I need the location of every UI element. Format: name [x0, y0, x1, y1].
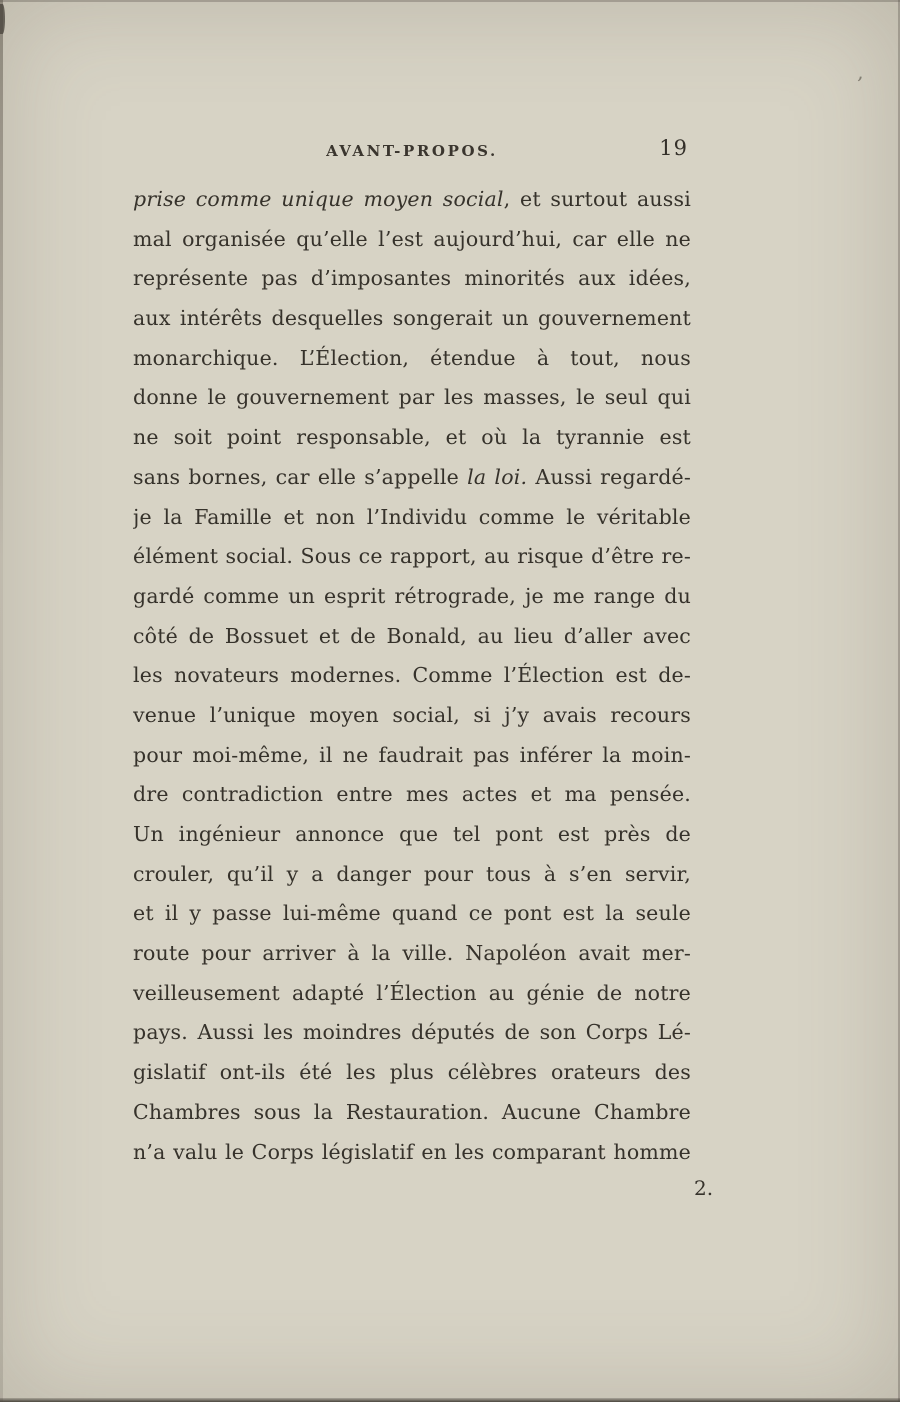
text-segment: Chambres sous la Restauration. Aucune Chambre: [133, 1099, 691, 1124]
text-line: [133, 1133, 691, 1173]
text-segment: n’a valu le Corps législatif en les comparant homme: [133, 1139, 691, 1164]
scan-edge-left: [0, 0, 3, 1402]
text-line: [133, 934, 691, 974]
text-segment: aux intérêts desquelles songerait un gouvernement: [133, 306, 691, 331]
text-segment: gislatif ont-ils été les plus célèbres orateurs des: [133, 1060, 691, 1085]
text-line: [133, 180, 691, 220]
text-segment: route pour arriver à la ville. Napoléon avait mer-: [133, 941, 691, 966]
text-segment: pour moi-même, il ne faudrait pas inférer la moin-: [133, 742, 691, 767]
text-line: [133, 1053, 691, 1093]
running-header: AVANT-PROPOS.: [326, 142, 498, 160]
text-line: [133, 1013, 691, 1053]
text-line: [133, 339, 691, 379]
text-line: [133, 458, 691, 498]
text-line: [133, 418, 691, 458]
text-line: [133, 378, 691, 418]
text-line: [133, 1093, 691, 1133]
text-segment: ne soit point responsable, et où la tyrannie est: [133, 425, 691, 450]
scan-edge-bottom: [0, 1398, 900, 1402]
text-segment: , et surtout aussi: [503, 187, 691, 211]
text-segment-italic: la loi.: [467, 464, 528, 489]
text-line: [133, 617, 691, 657]
text-line: [133, 220, 691, 260]
text-line: [133, 259, 691, 299]
text-segment: Un ingénieur annonce que tel pont est près de: [133, 822, 691, 846]
text-segment: donne le gouvernement par les masses, le seul qui: [133, 385, 691, 410]
text-segment: je la Famille et non l’Individu comme le véritable: [133, 504, 691, 529]
signature-mark: 2.: [694, 1176, 714, 1200]
text-segment: gardé comme un esprit rétrograde, je me range du: [133, 583, 691, 608]
text-line: [133, 696, 691, 736]
text-segment: mal organisée qu’elle l’est aujourd’hui, car elle ne: [133, 226, 691, 251]
scan-artifact-top-left: [0, 4, 5, 34]
text-segment: sans bornes, car elle s’appelle: [133, 464, 468, 489]
text-line: [133, 775, 691, 815]
text-segment: dre contradiction entre mes actes et ma pensée.: [133, 782, 691, 807]
text-segment: venue l’unique moyen social, si j’y avais recours: [133, 702, 691, 727]
text-segment-italic: prise comme unique moyen social: [133, 187, 504, 211]
text-segment: Aussi regardé-: [527, 464, 691, 489]
text-segment: pays. Aussi les moindres députés de son Corps Lé-: [133, 1020, 691, 1045]
text-line: [133, 894, 691, 934]
text-line: [133, 656, 691, 696]
text-segment: veilleusement adapté l’Élection au génie de notre: [133, 980, 691, 1005]
body-text: [133, 180, 691, 1172]
text-segment: côté de Bossuet et de Bonald, au lieu d’aller avec: [133, 623, 691, 648]
text-line: [133, 299, 691, 339]
text-line: [133, 498, 691, 538]
text-line: [133, 855, 691, 895]
scan-artifact-right: ’: [854, 71, 864, 97]
text-segment: monarchique. L’Élection, étendue à tout, nous: [133, 345, 691, 370]
text-segment: crouler, qu’il y a danger pour tous à s’en servir,: [133, 861, 691, 886]
text-line: [133, 736, 691, 776]
text-segment: et il y passe lui-même quand ce pont est la seule: [133, 901, 691, 926]
text-segment: élément social. Sous ce rapport, au risque d’être re-: [133, 544, 691, 569]
scan-edge-top: [0, 0, 900, 2]
text-segment: représente pas d’imposantes minorités aux idées,: [133, 266, 691, 291]
text-line: [133, 577, 691, 617]
text-segment: les novateurs modernes. Comme l’Élection est de-: [133, 663, 691, 688]
page-number: 19: [659, 136, 688, 160]
text-line: [133, 815, 691, 855]
text-line: [133, 537, 691, 577]
text-line: [133, 974, 691, 1014]
